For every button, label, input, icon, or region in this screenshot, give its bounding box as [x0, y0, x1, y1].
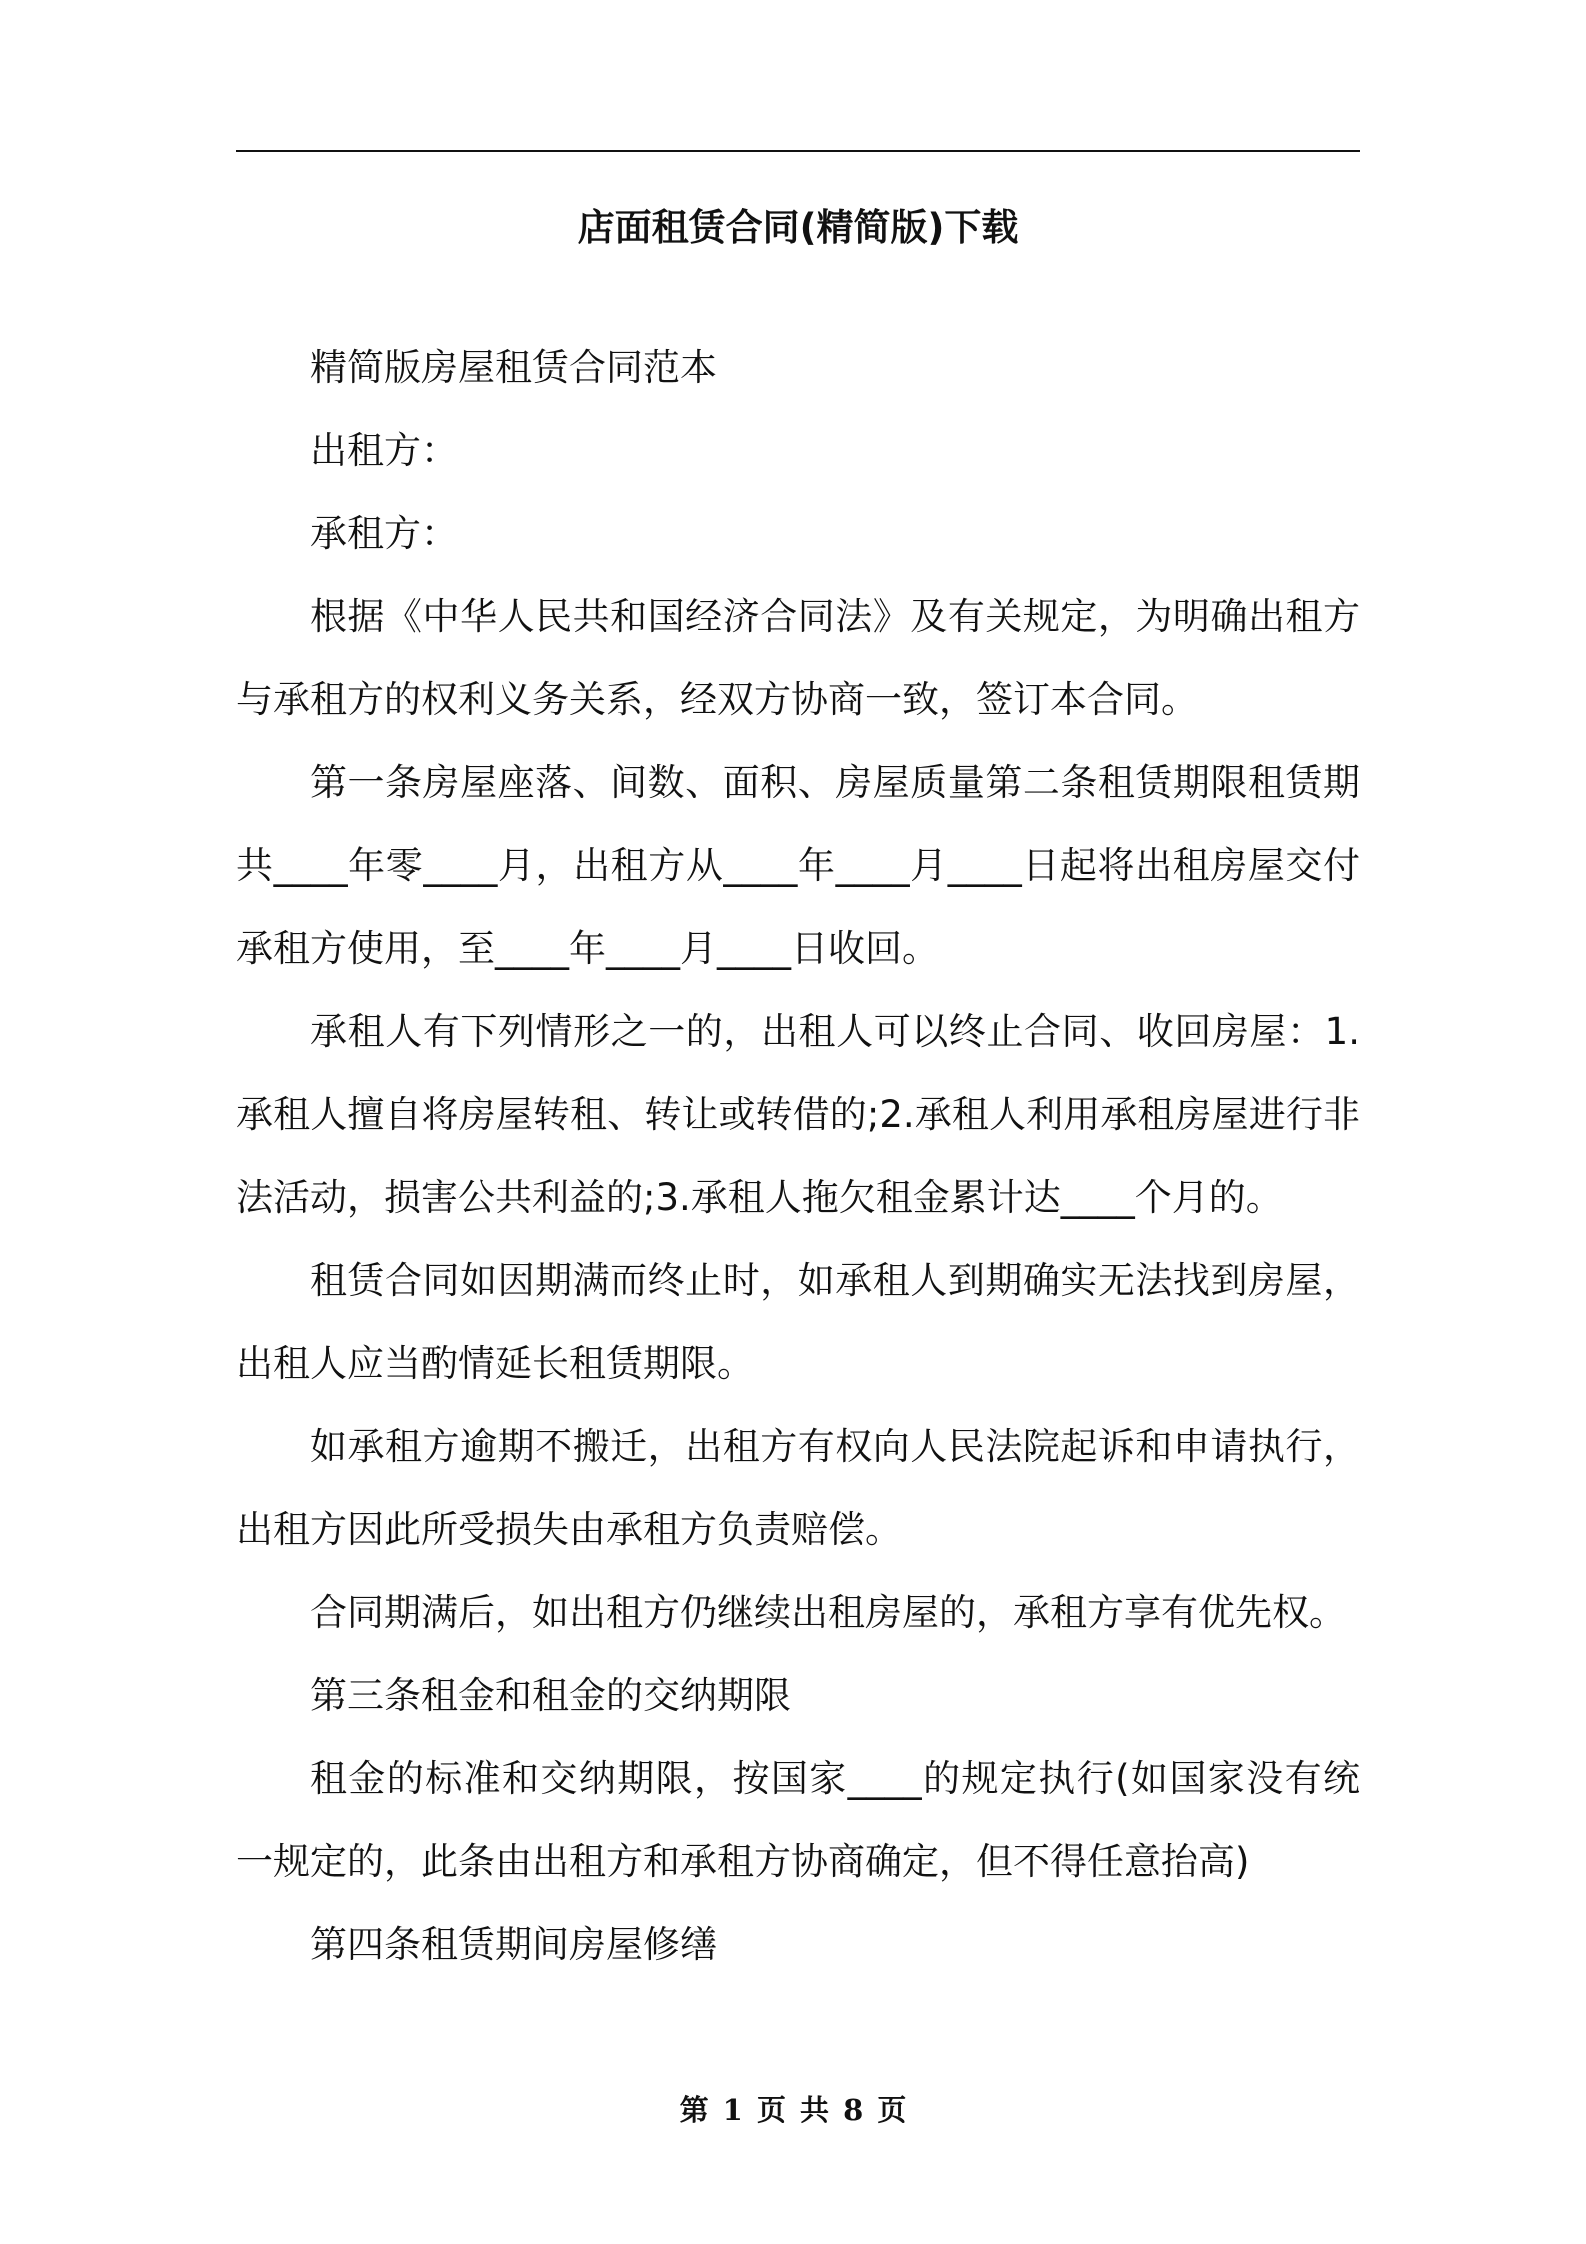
lessee-field: 承租方：	[310, 512, 458, 555]
document-title: 店面租赁合同(精简版)下载	[577, 206, 1019, 249]
priority-right-paragraph: 合同期满后，如出租方仍继续出租房屋的，承租方享有优先权。	[310, 1591, 1346, 1634]
preamble-paragraph: 根据《中华人民共和国经济合同法》及有关规定，为明确出租方与承租方的权利义务关系，经双方协商一致，签订本合同。	[236, 595, 1360, 721]
page-number: 第 1 页 共 8 页	[679, 2093, 907, 2127]
term-extension-paragraph: 租赁合同如因期满而终止时，如承租人到期确实无法找到房屋，出租人应当酌情延长租赁期限。	[236, 1259, 1360, 1385]
lessor-field: 出租方：	[310, 429, 458, 472]
termination-conditions-paragraph: 承租人有下列情形之一的，出租人可以终止合同、收回房屋：1.承租人擅自将房屋转租、转让或转借的;2.承租人利用承租房屋进行非法活动，损害公共利益的;3.承租人拖欠租金累计达____个月的。	[236, 1010, 1360, 1219]
header-rule	[236, 150, 1360, 152]
article-4-heading: 第四条租赁期间房屋修缮	[310, 1923, 717, 1966]
article-3-heading: 第三条租金和租金的交纳期限	[310, 1674, 791, 1717]
contract-template-heading: 精简版房屋租赁合同范本	[310, 346, 717, 389]
rent-standard-paragraph: 租金的标准和交纳期限，按国家____的规定执行(如国家没有统一规定的，此条由出租方和承租方协商确定，但不得任意抬高)	[236, 1757, 1360, 1883]
document-body	[236, 326, 1360, 1986]
article-1-2-paragraph: 第一条房屋座落、间数、面积、房屋质量第二条租赁期限租赁期共____年零____月，出租方从____年____月____日起将出租房屋交付承租方使用，至____年____月____日收回。	[236, 761, 1360, 970]
overdue-eviction-paragraph: 如承租方逾期不搬迁，出租方有权向人民法院起诉和申请执行，出租方因此所受损失由承租方负责赔偿。	[236, 1425, 1360, 1551]
